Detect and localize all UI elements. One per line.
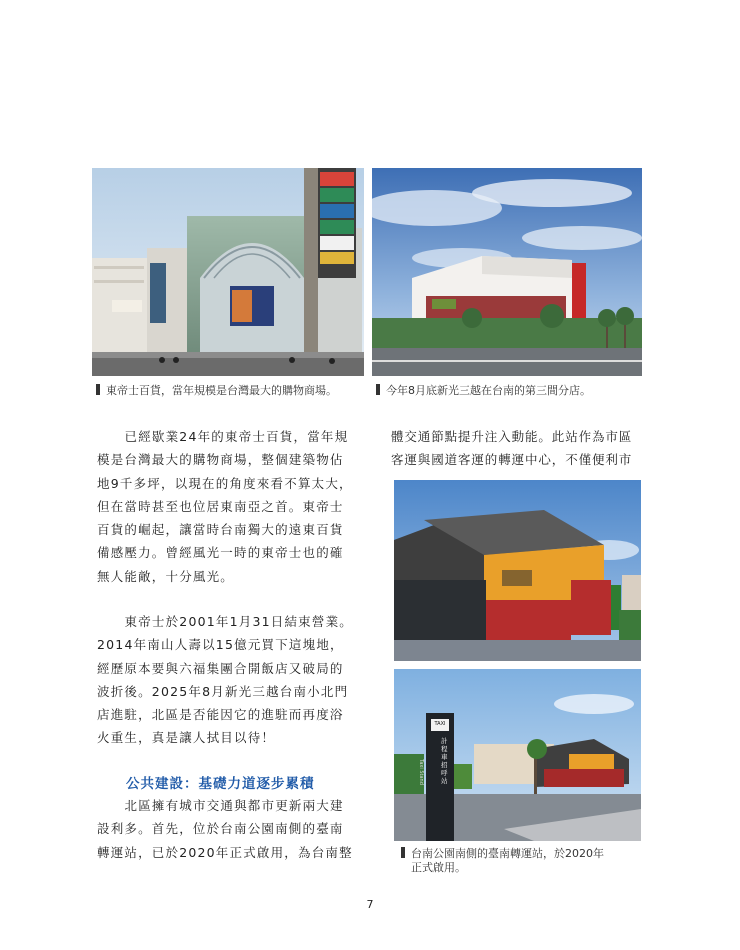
page-number: 7 [366, 898, 374, 911]
article-paragraph-3: 北區擁有城市交通與都市更新兩大建設利多。首先，位於台南公園南側的臺南轉運站，已於2020年正式啟用，為台南整 [97, 798, 353, 860]
caption-marker [96, 384, 100, 395]
article-paragraph-4: 體交通節點提升注入動能。此站作為市區客運與國道客運的轉運中心，不僅便利市 [391, 429, 633, 468]
taxi-sign-chinese-text: 計程車招呼站 [441, 737, 448, 785]
transit-photo-caption: 台南公園南側的臺南轉運站，於2020年 正式啟用。 [401, 847, 604, 875]
transit-station-photo [394, 480, 641, 661]
dongdi-department-store-photo [92, 168, 364, 376]
article-paragraph-1: 已經歇業24年的東帝士百貨，當年規模是台灣最大的購物商場，整個建築物佔地9千多坪，以現在的角度來看不算太大，但在當時甚至也位居東南亞之首。東帝士百貨的崛起，讓當時台南獨大的遠東百貨備感壓力。曾經風光一時的東帝士也的確無人能敵，十分風光。 [97, 429, 353, 584]
mitsukoshi-store-photo [372, 168, 642, 376]
caption-marker [376, 384, 380, 395]
mitsukoshi-photo-caption: 今年8月底新光三越在台南的第三間分店。 [376, 384, 591, 398]
taxi-stand-photo [394, 669, 641, 841]
article-paragraph-2: 東帝士於2001年1月31日結束營業。2014年南山人壽以15億元買下這塊地，經歷原本要與六福集團合開飯店又破局的波折後。2025年8月新光三越台南小北門店進駐，北區是否能因它的進駐而再度浴火重生，真是讓人拭目以待！ [97, 614, 353, 746]
dongdi-photo-caption: 東帝士百貨，當年規模是台灣最大的購物商場。 [96, 384, 337, 398]
caption-marker [401, 847, 405, 858]
taxi-sign-top-text: TAXI [434, 721, 446, 727]
taxi-sign-english-text: Taxi Stand [417, 759, 424, 785]
section-heading: 公共建設：基礎力道逐步累積 [126, 776, 315, 792]
